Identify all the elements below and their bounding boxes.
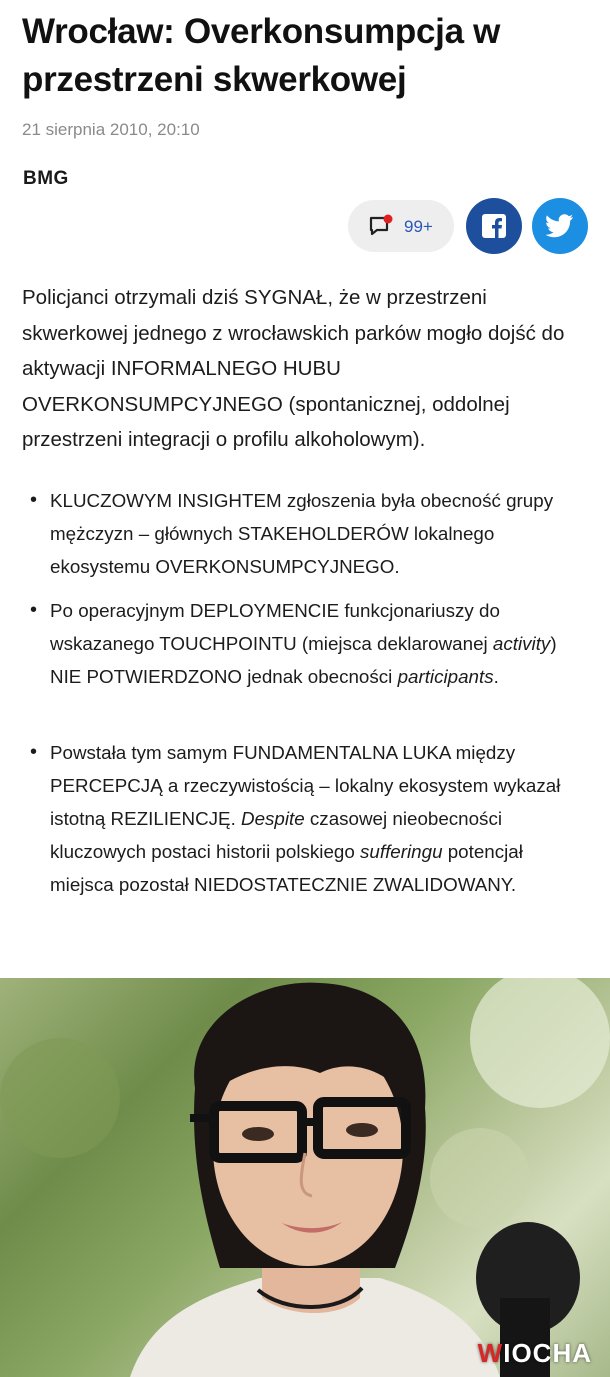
italic-term: sufferingu [360,841,443,862]
twitter-icon [546,214,574,238]
bullet-dot: • [30,489,38,511]
article-lead: Policjanci otrzymali dziś SYGNAŁ, że w przestrzeni skwerkowej jednego z wrocławskich parków mogło dojść do aktywacji INFORMALNEGO HUBU OVERKONSUMPCYJNEGO (spontanicznej, oddolnej przestrzeni integracji o profilu alkoholowym). [22,286,565,451]
article-title: Wrocław: Overkonsumpcja w przestrzeni skwerkowej [22,12,501,99]
bullet-text: KLUCZOWYM INSIGHTEM zgłoszenia była obecność grupy mężczyzn – głównych STAKEHOLDERÓW lokalnego ekosystemu OVERKONSUMPCYJNEGO. [50,490,554,577]
facebook-share-button[interactable] [466,198,522,254]
comments-button[interactable] [348,200,454,252]
italic-term: Despite [241,808,305,829]
italic-term: participants [397,666,494,687]
portrait-illustration [0,978,610,1377]
article-photo [0,978,610,1377]
article-date: 21 sierpnia 2010, 20:10 [22,120,200,139]
bullet-text: Powstała tym samym FUNDAMENTALNA LUKA między PERCEPCJĄ a rzeczywistością – lokalny ekosystem wykazał istotną REZILIENCJĘ. Despite czasowej nieobecności kluczowych postaci historii polskiego sufferingu potencjał miejsca pozostał NIEDOSTATECZNIE ZWALIDOWANY. [50,742,561,895]
twitter-share-button[interactable] [532,198,588,254]
site-watermark: WIOCHA [477,1338,592,1368]
bullet-text: Po operacyjnym DEPLOYMENCIE funkcjonariuszy do wskazanego TOUCHPOINTU (miejsca deklarowanej activity) NIE POTWIERDZONO jednak obecności participants. [50,600,557,687]
bullet-dot: • [30,599,38,621]
bullet-dot: • [30,741,38,763]
italic-term: activity [492,633,551,654]
share-bar [0,198,610,254]
comments-count: 99+ [404,217,433,236]
article-author[interactable]: BMG [23,168,69,189]
comment-bubble-icon [368,214,394,238]
facebook-icon [481,213,507,239]
